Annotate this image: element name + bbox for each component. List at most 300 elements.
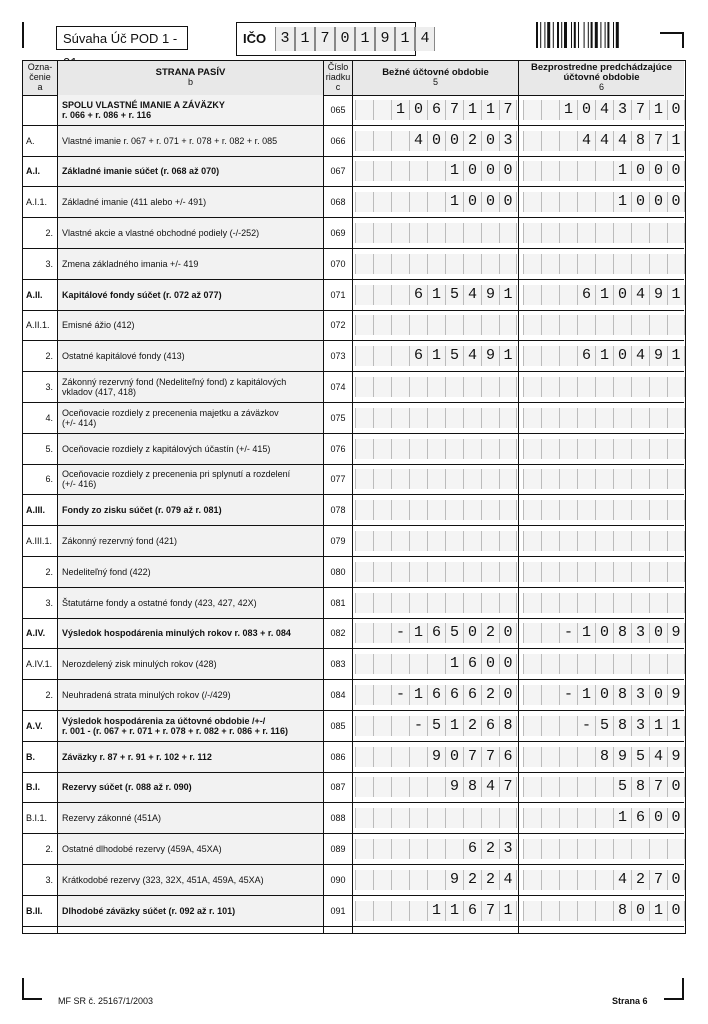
- previous-period-value[interactable]: [523, 526, 685, 556]
- digit-cell: [559, 315, 577, 335]
- digit-cell: [481, 469, 499, 489]
- ico-digit: 1: [395, 27, 415, 51]
- previous-period-value[interactable]: [523, 218, 685, 248]
- digit-cell: 4: [595, 100, 613, 120]
- digit-cell: [391, 377, 409, 397]
- current-period-value[interactable]: [355, 803, 517, 833]
- digit-cell: [667, 500, 685, 520]
- digit-cell: [577, 777, 595, 797]
- row-number: 077: [330, 474, 346, 485]
- previous-period-value[interactable]: [523, 680, 685, 710]
- digit-cell: [445, 469, 463, 489]
- digit-cell: [577, 500, 595, 520]
- previous-period-value[interactable]: [523, 187, 685, 217]
- digit-cell: [541, 161, 559, 181]
- digit-cell: [649, 531, 667, 551]
- digit-cell: [355, 593, 373, 613]
- previous-period-value[interactable]: [523, 803, 685, 833]
- digit-cell: [355, 131, 373, 151]
- table-row: [23, 465, 684, 496]
- previous-period-value[interactable]: [523, 711, 685, 741]
- digit-cell: [445, 808, 463, 828]
- digit-cell: [595, 562, 613, 582]
- row-description: [58, 465, 323, 495]
- digit-cell: 9: [649, 285, 667, 305]
- previous-period-value[interactable]: [523, 95, 685, 125]
- digit-cell: 0: [667, 100, 685, 120]
- table-row: [23, 126, 684, 157]
- digit-cell: 7: [445, 100, 463, 120]
- previous-period-value[interactable]: [523, 157, 685, 187]
- digit-cell: [391, 654, 409, 674]
- digit-cell: 0: [499, 161, 517, 181]
- digit-cell: [481, 254, 499, 274]
- current-period-value[interactable]: [355, 465, 517, 495]
- digit-cell: [481, 377, 499, 397]
- digit-cell: 7: [631, 100, 649, 120]
- digit-cell: [559, 593, 577, 613]
- row-description: [58, 218, 323, 248]
- previous-period-value[interactable]: [523, 896, 685, 926]
- digit-cell: 1: [577, 685, 595, 705]
- digit-cell: [409, 654, 427, 674]
- digit-cell: 0: [481, 161, 499, 181]
- row-designation: A.I.1.: [26, 197, 48, 208]
- digit-cell: 0: [499, 654, 517, 674]
- digit-cell: [559, 747, 577, 767]
- digit-cell: [613, 315, 631, 335]
- row-designation: B.II.: [26, 905, 43, 916]
- digit-cell: 5: [427, 716, 445, 736]
- digit-cell: 0: [499, 685, 517, 705]
- digit-cell: [559, 192, 577, 212]
- digit-cell: [577, 223, 595, 243]
- current-period-value[interactable]: [355, 773, 517, 803]
- digit-cell: 4: [631, 285, 649, 305]
- row-description-line: Neuhradená strata minulých rokov (/-/429): [62, 689, 231, 700]
- digit-cell: [355, 469, 373, 489]
- digit-cell: [559, 777, 577, 797]
- digit-cell: [355, 685, 373, 705]
- current-period-value[interactable]: [355, 403, 517, 433]
- digit-cell: [445, 562, 463, 582]
- digit-cell: [523, 377, 541, 397]
- digit-cell: [481, 500, 499, 520]
- digit-cell: [481, 562, 499, 582]
- digit-cell: 6: [631, 808, 649, 828]
- digit-cell: [373, 223, 391, 243]
- row-designation: [23, 95, 57, 125]
- digit-cell: [445, 593, 463, 613]
- digit-cell: 5: [445, 285, 463, 305]
- table-row: [23, 619, 684, 650]
- digit-cell: [577, 870, 595, 890]
- digit-cell: 0: [613, 285, 631, 305]
- digit-cell: [577, 377, 595, 397]
- digit-cell: [667, 439, 685, 459]
- digit-cell: [541, 346, 559, 366]
- digit-cell: [631, 593, 649, 613]
- digit-cell: [649, 500, 667, 520]
- digit-cell: [409, 808, 427, 828]
- digit-cell: [409, 161, 427, 181]
- previous-period-value[interactable]: [523, 341, 685, 371]
- current-period-value[interactable]: [355, 311, 517, 341]
- digit-cell: 1: [613, 192, 631, 212]
- previous-period-value[interactable]: [523, 649, 685, 679]
- digit-cell: [613, 593, 631, 613]
- table-row: [23, 95, 684, 126]
- digit-cell: 8: [613, 685, 631, 705]
- digit-cell: 7: [481, 747, 499, 767]
- digit-cell: [373, 285, 391, 305]
- digit-cell: [427, 500, 445, 520]
- digit-cell: [373, 439, 391, 459]
- digit-cell: [577, 161, 595, 181]
- digit-cell: 4: [463, 346, 481, 366]
- digit-cell: [595, 500, 613, 520]
- row-description: [58, 95, 323, 125]
- digit-cell: [523, 500, 541, 520]
- digit-cell: [355, 839, 373, 859]
- digit-cell: [499, 808, 517, 828]
- current-period-value[interactable]: [355, 742, 517, 772]
- digit-cell: [427, 469, 445, 489]
- current-period-value[interactable]: [355, 680, 517, 710]
- digit-cell: 1: [445, 654, 463, 674]
- current-period-value[interactable]: [355, 526, 517, 556]
- ico-digit: 4: [415, 27, 435, 51]
- digit-cell: [373, 408, 391, 428]
- digit-cell: [373, 593, 391, 613]
- table-header: [23, 61, 684, 96]
- digit-cell: [541, 531, 559, 551]
- previous-period-value[interactable]: [523, 773, 685, 803]
- digit-cell: 0: [499, 623, 517, 643]
- digit-cell: 1: [445, 192, 463, 212]
- digit-cell: [373, 777, 391, 797]
- current-period-value[interactable]: [355, 218, 517, 248]
- digit-cell: [541, 562, 559, 582]
- corner-mark-top-right: [660, 32, 684, 48]
- digit-cell: [391, 408, 409, 428]
- current-period-value[interactable]: [355, 495, 517, 525]
- digit-cell: [355, 254, 373, 274]
- row-description-line: Zákonný rezervný fond (421): [62, 535, 178, 546]
- row-description-line: Kapitálové fondy súčet (r. 072 až 077): [62, 289, 222, 300]
- digit-cell: [499, 562, 517, 582]
- digit-cell: [541, 408, 559, 428]
- balance-sheet-table: [22, 60, 686, 934]
- digit-cell: [577, 315, 595, 335]
- digit-cell: 4: [577, 131, 595, 151]
- digit-cell: 8: [499, 716, 517, 736]
- previous-period-value[interactable]: [523, 434, 685, 464]
- current-period-value[interactable]: [355, 557, 517, 587]
- digit-cell: [445, 254, 463, 274]
- digit-cell: [523, 192, 541, 212]
- digit-cell: 6: [499, 747, 517, 767]
- page-number: Strana 6: [612, 996, 648, 1006]
- current-period-value[interactable]: [355, 280, 517, 310]
- row-number: 076: [330, 443, 346, 454]
- row-number: 081: [330, 597, 346, 608]
- current-period-value[interactable]: [355, 95, 517, 125]
- current-period-value[interactable]: [355, 372, 517, 402]
- current-period-value[interactable]: [355, 619, 517, 649]
- digit-cell: [427, 439, 445, 459]
- previous-period-value[interactable]: [523, 403, 685, 433]
- digit-cell: [649, 593, 667, 613]
- digit-cell: 9: [445, 870, 463, 890]
- previous-period-value[interactable]: [523, 742, 685, 772]
- row-designation: 6.: [45, 474, 53, 485]
- digit-cell: [373, 254, 391, 274]
- row-designation: 2.: [45, 844, 53, 855]
- digit-cell: 1: [595, 346, 613, 366]
- digit-cell: [409, 223, 427, 243]
- table-row: [23, 865, 684, 896]
- digit-cell: 4: [649, 747, 667, 767]
- row-designation: A.III.1.: [26, 536, 53, 547]
- col-divider: [352, 61, 353, 933]
- digit-cell: [463, 531, 481, 551]
- digit-cell: [373, 901, 391, 921]
- digit-cell: [523, 254, 541, 274]
- digit-cell: [667, 223, 685, 243]
- digit-cell: [523, 531, 541, 551]
- table-row: [23, 311, 684, 342]
- digit-cell: [463, 469, 481, 489]
- digit-cell: [595, 192, 613, 212]
- digit-cell: -: [559, 685, 577, 705]
- row-description-line: (+/- 414): [62, 417, 97, 428]
- digit-cell: 0: [613, 346, 631, 366]
- corner-mark-bottom-left: [22, 978, 42, 1000]
- row-description-line: Rezervy zákonné (451A): [62, 813, 162, 824]
- digit-cell: 4: [613, 131, 631, 151]
- table-row: [23, 187, 684, 218]
- row-description-line: r. 001 - (r. 067 + r. 071 + r. 078 + r. 082 + r. 086 + r. 116): [62, 725, 288, 736]
- row-number: 080: [330, 566, 346, 577]
- row-number: 078: [330, 505, 346, 516]
- digit-cell: [559, 439, 577, 459]
- digit-cell: [667, 654, 685, 674]
- digit-cell: [541, 808, 559, 828]
- col-divider: [57, 61, 58, 933]
- digit-cell: [631, 439, 649, 459]
- digit-cell: [667, 593, 685, 613]
- digit-cell: [559, 223, 577, 243]
- digit-cell: [481, 531, 499, 551]
- barcode-image: [536, 22, 642, 48]
- digit-cell: [445, 377, 463, 397]
- digit-cell: -: [559, 623, 577, 643]
- digit-cell: [355, 654, 373, 674]
- current-period-value[interactable]: [355, 588, 517, 618]
- digit-cell: [649, 839, 667, 859]
- digit-cell: [355, 223, 373, 243]
- corner-mark-top-left: [22, 22, 24, 48]
- digit-cell: 2: [631, 870, 649, 890]
- digit-cell: [667, 839, 685, 859]
- row-description-line: Emisné ážio (412): [62, 320, 135, 331]
- digit-cell: [355, 808, 373, 828]
- digit-cell: [559, 870, 577, 890]
- row-designation: 5.: [45, 443, 53, 454]
- digit-cell: [355, 562, 373, 582]
- digit-cell: 1: [499, 346, 517, 366]
- previous-period-value[interactable]: [523, 280, 685, 310]
- previous-period-value[interactable]: [523, 557, 685, 587]
- digit-cell: [373, 377, 391, 397]
- digit-cell: [541, 593, 559, 613]
- previous-period-value[interactable]: [523, 372, 685, 402]
- digit-cell: [481, 808, 499, 828]
- digit-cell: [541, 315, 559, 335]
- row-number: 074: [330, 382, 346, 393]
- row-designation: 4.: [45, 412, 53, 423]
- digit-cell: [559, 161, 577, 181]
- row-number: 090: [330, 874, 346, 885]
- row-number: 068: [330, 197, 346, 208]
- digit-cell: [355, 623, 373, 643]
- digit-cell: [373, 131, 391, 151]
- digit-cell: [499, 439, 517, 459]
- current-period-value[interactable]: [355, 834, 517, 864]
- digit-cell: 9: [481, 346, 499, 366]
- digit-cell: [541, 285, 559, 305]
- digit-cell: [667, 531, 685, 551]
- ico-digit: 3: [275, 27, 295, 51]
- digit-cell: -: [391, 623, 409, 643]
- digit-cell: 4: [409, 131, 427, 151]
- digit-cell: [577, 254, 595, 274]
- row-description-line: Základné imanie súčet (r. 068 až 070): [62, 166, 220, 177]
- digit-cell: 7: [481, 901, 499, 921]
- digit-cell: [427, 377, 445, 397]
- footer-reference: MF SR č. 25167/1/2003: [58, 996, 154, 1006]
- current-period-value[interactable]: [355, 649, 517, 679]
- current-period-value[interactable]: [355, 896, 517, 926]
- row-number: 073: [330, 351, 346, 362]
- digit-cell: 1: [649, 901, 667, 921]
- digit-cell: 0: [667, 192, 685, 212]
- digit-cell: [559, 901, 577, 921]
- previous-period-value[interactable]: [523, 249, 685, 279]
- digit-cell: 1: [427, 901, 445, 921]
- digit-cell: [523, 469, 541, 489]
- digit-cell: [391, 716, 409, 736]
- current-period-value[interactable]: [355, 865, 517, 895]
- table-row: [23, 157, 684, 188]
- digit-cell: 9: [667, 685, 685, 705]
- digit-cell: [649, 377, 667, 397]
- row-number: 067: [330, 166, 346, 177]
- digit-cell: 4: [631, 346, 649, 366]
- digit-cell: 6: [577, 346, 595, 366]
- digit-cell: [667, 408, 685, 428]
- digit-cell: [463, 408, 481, 428]
- digit-cell: [613, 469, 631, 489]
- current-period-value[interactable]: [355, 711, 517, 741]
- current-period-value[interactable]: [355, 157, 517, 187]
- table-row: [23, 495, 684, 526]
- digit-cell: -: [577, 716, 595, 736]
- digit-cell: 6: [427, 623, 445, 643]
- previous-period-value[interactable]: [523, 834, 685, 864]
- digit-cell: 0: [667, 777, 685, 797]
- row-description: [58, 896, 323, 926]
- digit-cell: 7: [463, 747, 481, 767]
- digit-cell: 0: [481, 654, 499, 674]
- current-period-value[interactable]: [355, 434, 517, 464]
- digit-cell: [541, 623, 559, 643]
- digit-cell: [577, 562, 595, 582]
- digit-cell: [391, 223, 409, 243]
- row-description-line: Vlastné akcie a vlastné obchodné podiely (-/-252): [62, 227, 260, 238]
- row-designation: 3.: [45, 258, 53, 269]
- current-period-value[interactable]: [355, 249, 517, 279]
- form-title: Súvaha Úč POD 1 -: [56, 26, 188, 50]
- previous-period-value[interactable]: [523, 865, 685, 895]
- previous-period-value[interactable]: [523, 311, 685, 341]
- current-period-value[interactable]: [355, 187, 517, 217]
- previous-period-value[interactable]: [523, 619, 685, 649]
- row-number: 083: [330, 659, 346, 670]
- digit-cell: [631, 377, 649, 397]
- digit-cell: [409, 469, 427, 489]
- digit-cell: [463, 808, 481, 828]
- row-description-line: Dlhodobé záväzky súčet (r. 092 až r. 101): [62, 905, 236, 916]
- row-description: [58, 187, 323, 217]
- digit-cell: [541, 469, 559, 489]
- digit-cell: [391, 808, 409, 828]
- row-designation: 3.: [45, 874, 53, 885]
- previous-period-value[interactable]: [523, 465, 685, 495]
- digit-cell: [559, 562, 577, 582]
- digit-cell: [541, 500, 559, 520]
- digit-cell: [427, 315, 445, 335]
- digit-cell: [577, 839, 595, 859]
- ico-digit: 1: [355, 27, 375, 51]
- row-description-line: Nedeliteľný fond (422): [62, 566, 151, 577]
- table-row: [23, 372, 684, 403]
- digit-cell: 3: [631, 685, 649, 705]
- digit-cell: 3: [631, 716, 649, 736]
- digit-cell: 0: [649, 808, 667, 828]
- digit-cell: 6: [427, 685, 445, 705]
- digit-cell: [499, 500, 517, 520]
- digit-cell: [373, 808, 391, 828]
- digit-cell: 2: [463, 716, 481, 736]
- current-period-value[interactable]: [355, 341, 517, 371]
- digit-cell: 0: [649, 685, 667, 705]
- digit-cell: 0: [631, 901, 649, 921]
- current-period-value[interactable]: [355, 126, 517, 156]
- previous-period-value[interactable]: [523, 588, 685, 618]
- row-description: [58, 619, 323, 649]
- previous-period-value[interactable]: [523, 126, 685, 156]
- digit-cell: [391, 747, 409, 767]
- previous-period-value[interactable]: [523, 495, 685, 525]
- row-description-line: Záväzky r. 87 + r. 91 + r. 102 + r. 112: [62, 751, 212, 762]
- row-number: 084: [330, 690, 346, 701]
- row-designation: A.IV.1.: [26, 659, 53, 670]
- row-number: 066: [330, 135, 346, 146]
- row-description: [58, 711, 323, 741]
- digit-cell: 0: [667, 161, 685, 181]
